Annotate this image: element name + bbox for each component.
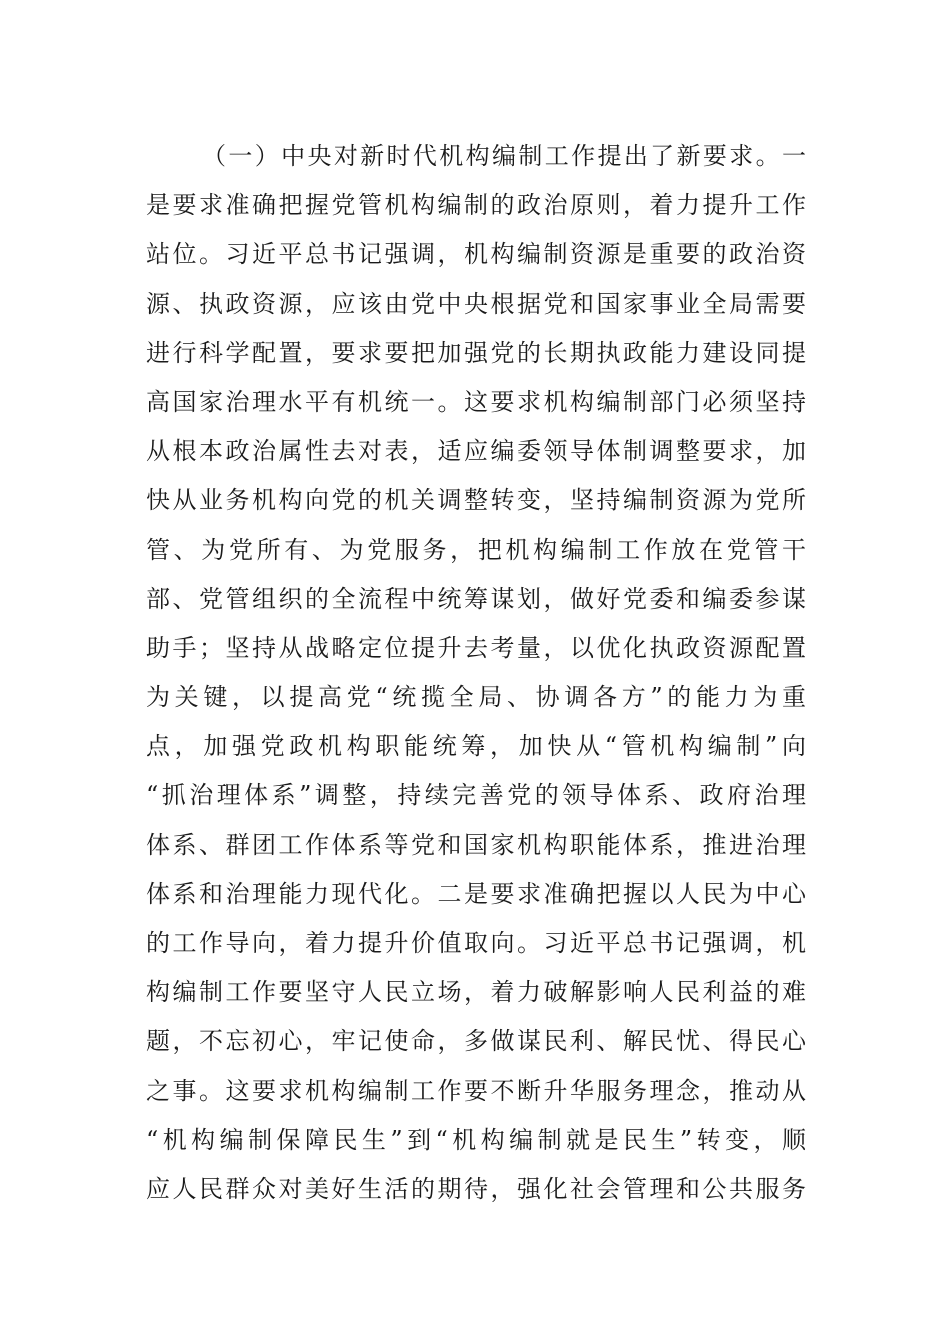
text-line: 是要求准确把握党管机构编制的政治原则，着力提升工作 — [146, 191, 806, 220]
text-line: “抓治理体系”调整，持续完善党的领导体系、政府治理 — [146, 781, 806, 810]
text-line: 管、为党所有、为党服务，把机构编制工作放在党管干 — [146, 535, 806, 564]
text-line: 从根本政治属性去对表，适应编委领导体制调整要求，加 — [146, 437, 806, 466]
text-line: 部、党管组织的全流程中统筹谋划，做好党委和编委参谋 — [146, 584, 806, 613]
text-line: 快从业务机构向党的机关调整转变，坚持编制资源为党所 — [146, 486, 806, 515]
text-line: 为关键，以提高党“统揽全局、协调各方”的能力为重 — [146, 683, 806, 712]
text-line: 体系和治理能力现代化。二是要求准确把握以人民为中心 — [146, 879, 806, 908]
text-line: “机构编制保障民生”到“机构编制就是民生”转变，顺 — [146, 1125, 806, 1154]
text-line: 点，加强党政机构职能统筹，加快从“管机构编制”向 — [146, 732, 806, 761]
body-paragraph — [146, 132, 806, 1214]
text-line: 源、执政资源，应该由党中央根据党和国家事业全局需要 — [146, 289, 806, 318]
text-line: 进行科学配置，要求要把加强党的长期执政能力建设同提 — [146, 338, 806, 367]
text-line: 体系、群团工作体系等党和国家机构职能体系，推进治理 — [146, 830, 806, 859]
text-line: （一）中央对新时代机构编制工作提出了新要求。一 — [202, 142, 806, 170]
text-line: 的工作导向，着力提升价值取向。习近平总书记强调，机 — [146, 929, 806, 957]
text-line: 助手；坚持从战略定位提升去考量，以优化执政资源配置 — [146, 633, 806, 662]
text-line: 应人民群众对美好生活的期待，强化社会管理和公共服务 — [146, 1174, 806, 1203]
text-line: 题，不忘初心，牢记使命，多做谋民利、解民忧、得民心 — [146, 1027, 806, 1056]
text-line: 站位。习近平总书记强调，机构编制资源是重要的政治资 — [146, 240, 806, 269]
text-line: 高国家治理水平有机统一。这要求机构编制部门必须坚持 — [146, 387, 806, 416]
text-line: 之事。这要求机构编制工作要不断升华服务理念，推动从 — [146, 1076, 806, 1105]
text-line: 构编制工作要坚守人民立场，着力破解影响人民利益的难 — [146, 978, 806, 1007]
